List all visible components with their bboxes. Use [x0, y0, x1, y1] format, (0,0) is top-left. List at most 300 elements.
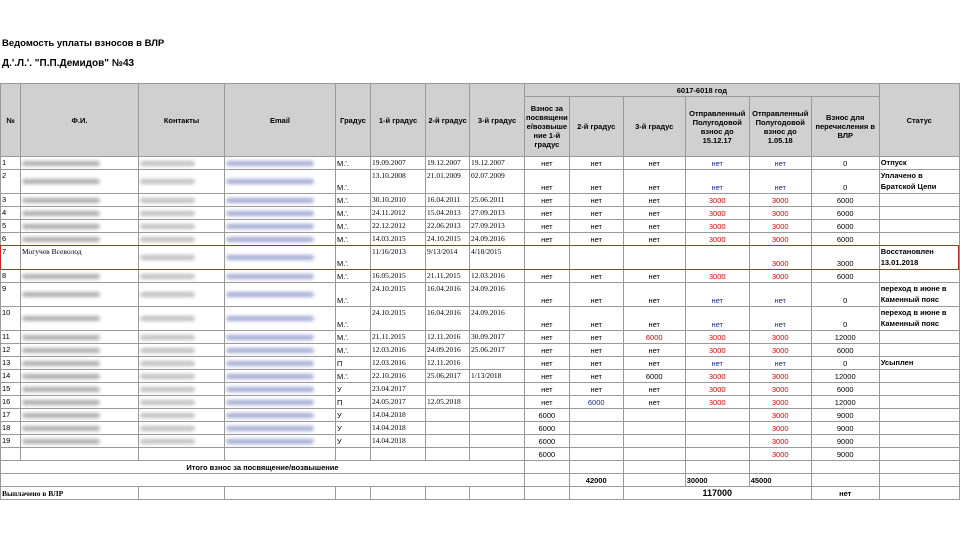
cell-d1: 22.12.2012: [371, 220, 426, 233]
cell-deg: П: [336, 396, 371, 409]
cell-f2: нет: [569, 370, 623, 383]
cell-d3: 02.07.2009: [470, 170, 525, 194]
cell-f3: нет: [623, 233, 685, 246]
redacted-name: [22, 348, 100, 353]
cell-st: переход в июне в Каменный пояс: [879, 283, 959, 307]
table-row: [1, 422, 960, 435]
cell-h2: 3000: [749, 448, 811, 461]
cell-deg: У: [336, 435, 371, 448]
cell-d3: [470, 396, 525, 409]
cell-name: [21, 220, 139, 233]
cell-h2: нет: [749, 283, 811, 307]
cell-d3: 30.09.2017: [470, 331, 525, 344]
cell-h1: [685, 435, 749, 448]
cell-h1: 3000: [685, 370, 749, 383]
sheet-title: Ведомость уплаты взносов в ВЛР: [2, 38, 165, 49]
table-row: [1, 383, 960, 396]
cell-email: [225, 170, 336, 194]
cell-email: [225, 194, 336, 207]
redacted-name: [22, 335, 100, 340]
cell-f3: [623, 435, 685, 448]
cell-tr: 12000: [811, 370, 879, 383]
redacted-name: [22, 426, 100, 431]
cell-st: [879, 220, 959, 233]
table-row: [1, 207, 960, 220]
cell-name: [21, 383, 139, 396]
redacted-email: [226, 255, 314, 260]
cell-f3: нет: [623, 307, 685, 331]
redacted-contacts: [140, 335, 195, 340]
cell-n: 9: [1, 283, 21, 307]
cell-f1: нет: [525, 383, 570, 396]
redacted-email: [226, 387, 314, 392]
table-row: [1, 357, 960, 370]
cell-st: [879, 422, 959, 435]
cell-h2: 3000: [749, 344, 811, 357]
redacted-name: [22, 292, 100, 297]
cell-st: [879, 448, 959, 461]
cell-d3: [470, 409, 525, 422]
cell-contacts: [139, 448, 225, 461]
cell-h1: 3000: [685, 207, 749, 220]
cell-tr: 3000: [811, 246, 879, 270]
cell-h2: нет: [749, 170, 811, 194]
cell-n: 16: [1, 396, 21, 409]
cell-email: [225, 422, 336, 435]
redacted-email: [226, 413, 314, 418]
header-status: Статус: [879, 84, 959, 157]
cell-name: [21, 233, 139, 246]
cell-d1: 30.10.2010: [371, 194, 426, 207]
cell-email: [225, 233, 336, 246]
cell-d1: 11/16/2013: [371, 246, 426, 270]
cell-d2: 16.04.2016: [426, 307, 470, 331]
cell-h2: 3000: [749, 409, 811, 422]
cell-h1: [685, 422, 749, 435]
redacted-contacts: [140, 426, 195, 431]
redacted-email: [226, 161, 314, 166]
cell-d2: 21.11.2015: [426, 270, 470, 283]
cell-h2: 3000: [749, 370, 811, 383]
cell-deg: М.'.: [336, 207, 371, 220]
header-half2: Отправленный Полугодовой взнос до 1.05.18: [749, 97, 811, 157]
cell-f1: нет: [525, 194, 570, 207]
cell-tr: 6000: [811, 194, 879, 207]
total-half1: 30000: [685, 474, 749, 487]
cell-h2: 3000: [749, 207, 811, 220]
cell-name: [21, 344, 139, 357]
header-degree: Градус: [336, 84, 371, 157]
cell-d2: [426, 422, 470, 435]
cell-h1: 3000: [685, 344, 749, 357]
redacted-name: [22, 400, 100, 405]
cell-f3: 6000: [623, 331, 685, 344]
redacted-name: [22, 387, 100, 392]
header-fee3: 3-й градус: [623, 97, 685, 157]
redacted-name: [22, 161, 100, 166]
cell-f2: нет: [569, 170, 623, 194]
cell-f2: нет: [569, 270, 623, 283]
cell-d2: 9/13/2014: [426, 246, 470, 270]
redacted-email: [226, 439, 314, 444]
header-d2: 2-й градус: [426, 84, 470, 157]
cell-h2: 3000: [749, 383, 811, 396]
cell-contacts: [139, 233, 225, 246]
redacted-name: [22, 274, 100, 279]
lodge-title: Д.'.Л.'. "П.П.Демидов" №43: [2, 58, 135, 69]
header-email: Email: [225, 84, 336, 157]
cell-st: Восстановлен 13.01.2018: [879, 246, 959, 270]
redacted-contacts: [140, 348, 195, 353]
cell-d1: [371, 448, 426, 461]
cell-f1: нет: [525, 233, 570, 246]
redacted-contacts: [140, 179, 195, 184]
cell-contacts: [139, 331, 225, 344]
cell-f1: 6000: [525, 448, 570, 461]
cell-contacts: [139, 220, 225, 233]
cell-d2: 15.04.2013: [426, 207, 470, 220]
cell-deg: М.'.: [336, 344, 371, 357]
redacted-email: [226, 361, 314, 366]
cell-deg: У: [336, 409, 371, 422]
redacted-contacts: [140, 237, 195, 242]
cell-deg: М.'.: [336, 370, 371, 383]
cell-name: [21, 448, 139, 461]
cell-d1: 19.09.2007: [371, 157, 426, 170]
cell-d1: 14.04.2018: [371, 409, 426, 422]
spreadsheet: [0, 32, 960, 502]
cell-name: [21, 157, 139, 170]
cell-h2: 3000: [749, 194, 811, 207]
cell-f3: [623, 422, 685, 435]
table-row: [1, 370, 960, 383]
cell-email: [225, 409, 336, 422]
cell-contacts: [139, 370, 225, 383]
cell-name: [21, 422, 139, 435]
cell-contacts: [139, 157, 225, 170]
cell-st: [879, 435, 959, 448]
cell-d3: 1/13/2018: [470, 370, 525, 383]
redacted-name: [22, 361, 100, 366]
cell-f1: нет: [525, 220, 570, 233]
cell-tr: 9000: [811, 448, 879, 461]
cell-f1: 6000: [525, 435, 570, 448]
cell-f3: нет: [623, 270, 685, 283]
cell-d3: 27.09.2013: [470, 207, 525, 220]
cell-d2: 25.06.2017: [426, 370, 470, 383]
cell-deg: М.'.: [336, 194, 371, 207]
cell-d1: 12.03.2016: [371, 357, 426, 370]
cell-d2: [426, 448, 470, 461]
cell-d1: 22.10.2016: [371, 370, 426, 383]
cell-n: 19: [1, 435, 21, 448]
table-row: [1, 307, 960, 331]
cell-d2: [426, 383, 470, 396]
cell-f2: нет: [569, 331, 623, 344]
redacted-email: [226, 335, 314, 340]
cell-d1: 12.03.2016: [371, 344, 426, 357]
cell-st: [879, 207, 959, 220]
cell-h2: нет: [749, 357, 811, 370]
cell-deg: М.'.: [336, 157, 371, 170]
table-row: [1, 233, 960, 246]
cell-contacts: [139, 283, 225, 307]
cell-n: 2: [1, 170, 21, 194]
cell-email: [225, 283, 336, 307]
cell-n: 17: [1, 409, 21, 422]
cell-d1: 13.10.2008: [371, 170, 426, 194]
paid-amount: 117000: [623, 487, 811, 500]
cell-f2: нет: [569, 307, 623, 331]
cell-deg: У: [336, 422, 371, 435]
cell-n: 8: [1, 270, 21, 283]
cell-h2: нет: [749, 307, 811, 331]
cell-email: [225, 370, 336, 383]
cell-st: [879, 270, 959, 283]
cell-d3: [470, 357, 525, 370]
redacted-email: [226, 374, 314, 379]
cell-tr: 0: [811, 357, 879, 370]
cell-h2: 3000: [749, 233, 811, 246]
redacted-email: [226, 426, 314, 431]
cell-contacts: [139, 307, 225, 331]
cell-f2: 6000: [569, 396, 623, 409]
cell-f1: 6000: [525, 409, 570, 422]
cell-d3: [470, 435, 525, 448]
cell-name: [21, 396, 139, 409]
redacted-name: [22, 374, 100, 379]
cell-d1: 16.05.2015: [371, 270, 426, 283]
cell-d3: 24.09.2016: [470, 307, 525, 331]
table-row: [1, 270, 960, 283]
cell-f2: нет: [569, 344, 623, 357]
cell-st: переход в июне в Каменный пояс: [879, 307, 959, 331]
cell-email: [225, 307, 336, 331]
cell-tr: 0: [811, 307, 879, 331]
redacted-contacts: [140, 439, 195, 444]
cell-deg: М.'.: [336, 233, 371, 246]
cell-contacts: [139, 194, 225, 207]
cell-tr: 0: [811, 283, 879, 307]
redacted-email: [226, 179, 314, 184]
cell-n: 4: [1, 207, 21, 220]
cell-tr: 0: [811, 170, 879, 194]
redacted-contacts: [140, 255, 195, 260]
cell-f1: [525, 246, 570, 270]
cell-f3: [623, 409, 685, 422]
cell-st: [879, 344, 959, 357]
cell-tr: 6000: [811, 220, 879, 233]
cell-deg: М.'.: [336, 283, 371, 307]
cell-d3: 25.06.2011: [470, 194, 525, 207]
total-fees: 42000: [569, 474, 623, 487]
cell-f3: [623, 448, 685, 461]
cell-tr: 6000: [811, 270, 879, 283]
redacted-name: [22, 224, 100, 229]
cell-d2: [426, 435, 470, 448]
redacted-email: [226, 348, 314, 353]
cell-st: [879, 409, 959, 422]
cell-n: 5: [1, 220, 21, 233]
cell-d3: 25.06.2017: [470, 344, 525, 357]
redacted-contacts: [140, 292, 195, 297]
cell-h2: 3000: [749, 270, 811, 283]
cell-h1: 3000: [685, 383, 749, 396]
table-row: [1, 409, 960, 422]
cell-name: Могучев Всеволод: [21, 246, 139, 270]
cell-d2: 12.11.2016: [426, 331, 470, 344]
redacted-contacts: [140, 374, 195, 379]
cell-email: [225, 396, 336, 409]
cell-n: 7: [1, 246, 21, 270]
cell-deg: М.'.: [336, 307, 371, 331]
cell-f2: [569, 409, 623, 422]
cell-email: [225, 344, 336, 357]
cell-h1: нет: [685, 357, 749, 370]
cell-f2: нет: [569, 233, 623, 246]
cell-f3: нет: [623, 207, 685, 220]
redacted-email: [226, 224, 314, 229]
redacted-name: [22, 198, 100, 203]
cell-h2: 3000: [749, 220, 811, 233]
table-row: [1, 344, 960, 357]
cell-n: 14: [1, 370, 21, 383]
cell-contacts: [139, 170, 225, 194]
cell-d2: 16.04.2011: [426, 194, 470, 207]
cell-f2: нет: [569, 194, 623, 207]
cell-contacts: [139, 396, 225, 409]
cell-f2: нет: [569, 357, 623, 370]
cell-deg: П: [336, 357, 371, 370]
cell-email: [225, 246, 336, 270]
header-d3: 3-й градус: [470, 84, 525, 157]
cell-contacts: [139, 435, 225, 448]
cell-d3: 24.09.2016: [470, 233, 525, 246]
cell-d1: 24.05.2017: [371, 396, 426, 409]
fees-table: [0, 83, 960, 500]
redacted-email: [226, 316, 314, 321]
cell-name: [21, 283, 139, 307]
redacted-name: [22, 413, 100, 418]
cell-f3: нет: [623, 194, 685, 207]
cell-f2: [569, 246, 623, 270]
cell-deg: [336, 448, 371, 461]
cell-f3: нет: [623, 357, 685, 370]
cell-d1: 24.11.2012: [371, 207, 426, 220]
cell-h1: 3000: [685, 220, 749, 233]
redacted-contacts: [140, 316, 195, 321]
cell-f3: нет: [623, 344, 685, 357]
cell-st: [879, 331, 959, 344]
cell-h1: [685, 246, 749, 270]
redacted-contacts: [140, 413, 195, 418]
table-row: [1, 331, 960, 344]
cell-n: 13: [1, 357, 21, 370]
cell-email: [225, 448, 336, 461]
cell-tr: 0: [811, 157, 879, 170]
cell-h1: [685, 409, 749, 422]
cell-name: [21, 207, 139, 220]
cell-h1: 3000: [685, 194, 749, 207]
cell-f1: нет: [525, 157, 570, 170]
cell-d2: 12.11.2016: [426, 357, 470, 370]
cell-f1: нет: [525, 370, 570, 383]
cell-n: 3: [1, 194, 21, 207]
cell-d3: 19.12.2007: [470, 157, 525, 170]
cell-email: [225, 207, 336, 220]
cell-h1: 3000: [685, 270, 749, 283]
cell-d3: [470, 383, 525, 396]
paid-value: нет: [811, 487, 879, 500]
cell-tr: 6000: [811, 207, 879, 220]
cell-deg: М.'.: [336, 170, 371, 194]
cell-f3: нет: [623, 220, 685, 233]
redacted-name: [22, 211, 100, 216]
cell-contacts: [139, 344, 225, 357]
cell-name: [21, 194, 139, 207]
cell-d2: 22.06.2013: [426, 220, 470, 233]
header-contacts: Контакты: [139, 84, 225, 157]
cell-d3: 12.03.2016: [470, 270, 525, 283]
cell-d1: 21.11.2015: [371, 331, 426, 344]
cell-name: [21, 357, 139, 370]
redacted-email: [226, 237, 314, 242]
cell-email: [225, 220, 336, 233]
cell-h2: 3000: [749, 331, 811, 344]
cell-n: 1: [1, 157, 21, 170]
cell-d1: 14.04.2018: [371, 422, 426, 435]
redacted-email: [226, 211, 314, 216]
header-fee-initiation: Взнос за посвящени е/возвыше ние 1-й градус: [525, 97, 570, 157]
cell-h1: 3000: [685, 396, 749, 409]
cell-f1: нет: [525, 307, 570, 331]
cell-f3: нет: [623, 283, 685, 307]
cell-deg: М.'.: [336, 331, 371, 344]
cell-contacts: [139, 383, 225, 396]
cell-tr: 6000: [811, 383, 879, 396]
cell-d1: 14.03.2015: [371, 233, 426, 246]
cell-f2: нет: [569, 207, 623, 220]
cell-h1: нет: [685, 157, 749, 170]
cell-d1: 24.10.2015: [371, 307, 426, 331]
cell-d2: 24.10.2015: [426, 233, 470, 246]
redacted-email: [226, 274, 314, 279]
header-fee2: 2-й градус: [569, 97, 623, 157]
redacted-name: [22, 179, 100, 184]
cell-n: 15: [1, 383, 21, 396]
cell-f2: нет: [569, 157, 623, 170]
cell-d1: 23.04.2017: [371, 383, 426, 396]
cell-h2: нет: [749, 157, 811, 170]
header-num: №: [1, 84, 21, 157]
cell-name: [21, 170, 139, 194]
cell-f3: нет: [623, 170, 685, 194]
redacted-contacts: [140, 161, 195, 166]
cell-deg: М.'.: [336, 270, 371, 283]
cell-st: [879, 370, 959, 383]
cell-email: [225, 435, 336, 448]
cell-f1: 6000: [525, 422, 570, 435]
redacted-contacts: [140, 211, 195, 216]
cell-contacts: [139, 270, 225, 283]
cell-email: [225, 383, 336, 396]
cell-d3: 4/18/2015: [470, 246, 525, 270]
cell-f3: 6000: [623, 370, 685, 383]
cell-f2: [569, 422, 623, 435]
cell-d2: 16.04.2016: [426, 283, 470, 307]
cell-h2: 3000: [749, 422, 811, 435]
table-row: [1, 396, 960, 409]
